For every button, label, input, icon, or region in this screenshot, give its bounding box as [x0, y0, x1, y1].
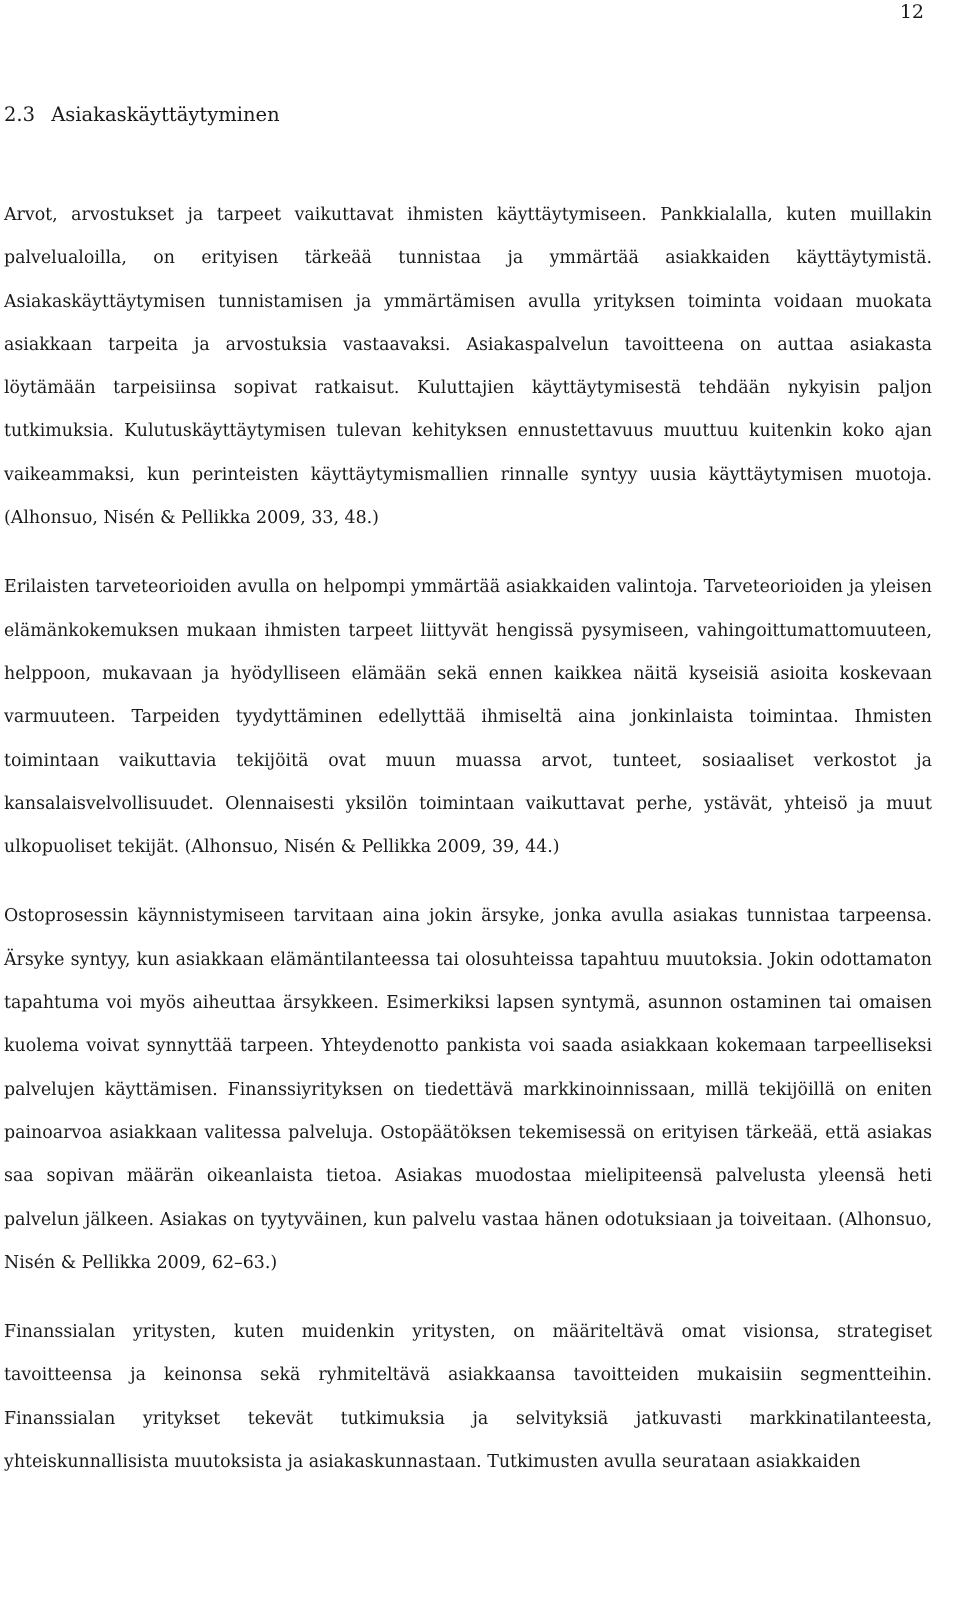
paragraph-purchase-process: Ostoprosessin käynnistymiseen tarvitaan aina jokin ärsyke, jonka avulla asiakas tunnistaa tarpeensa. Ärsyke syntyy, kun asiakkaan elämäntilanteessa tai olosuhteissa tapahtuu muutoksia. Jokin odottamaton tapahtuma voi myös aiheuttaa ärsykkeen. Esimerkiksi lapsen syntymä, asunnon ostaminen tai omaisen kuolema voivat synnyttää tarpeen. Yhteydenotto pankista voi saada asiakkaan kokemaan tarpeelliseksi palvelujen käyttämisen. Finanssiyrityksen on tiedettävä markkinoinnissaan, millä tekijöillä on eniten painoarvoa asiakkaan valitessa palveluja. Ostopäätöksen tekemisessä on erityisen tärkeää, että asiakas saa sopivan määrän oikeanlaista tietoa. Asiakas muodostaa mielipiteensä palvelusta yleensä heti palvelun jälkeen. Asiakas on tyytyväinen, kun palvelu vastaa hänen odotuksiaan ja toiveitaan. (Alhonsuo, Nisén & Pellikka 2009, 62–63.)	[4, 906, 932, 1273]
paragraph-values-needs: Arvot, arvostukset ja tarpeet vaikuttavat ihmisten käyttäytymiseen. Pankkialalla, kuten muillakin palvelualoilla, on erityisen tärkeää tunnistaa ja ymmärtää asiakkaiden käyttäytymistä. Asiakaskäyttäytymisen tunnistamisen ja ymmärtämisen avulla yrityksen toiminta voidaan muokata asiakkaan tarpeita ja arvostuksia vastaavaksi. Asiakaspalvelun tavoitteena on auttaa asiakasta löytämään tarpeisiinsa sopivat ratkaisut. Kuluttajien käyttäytymisestä tehdään nykyisin paljon tutkimuksia. Kulutuskäyttäytymisen tulevan kehityksen ennustettavuus muuttuu kuitenkin koko ajan vaikeammaksi, kun perinteisten käyttäytymismallien rinnalle syntyy uusia käyttäytymisen muotoja. (Alhonsuo, Nisén & Pellikka 2009, 33, 48.)	[4, 205, 932, 529]
body-text	[4, 194, 932, 1484]
paragraph-need-theories: Erilaisten tarveteorioiden avulla on helpompi ymmärtää asiakkaiden valintoja. Tarveteorioiden ja yleisen elämänkokemuksen mukaan ihmisten tarpeet liittyvät hengissä pysymiseen, vahingoittumattomuuteen, helppoon, mukavaan ja hyödylliseen elämään sekä ennen kaikkea näitä kyseisiä asioita koskevaan varmuuteen. Tarpeiden tyydyttäminen edellyttää ihmiseltä aina jonkinlaista toimintaa. Ihmisten toimintaan vaikuttavia tekijöitä ovat muun muassa arvot, tunteet, sosiaaliset verkostot ja kansalaisvelvollisuudet. Olennaisesti yksilön toimintaan vaikuttavat perhe, ystävät, yhteisö ja muut ulkopuoliset tekijät. (Alhonsuo, Nisén & Pellikka 2009, 39, 44.)	[4, 577, 932, 858]
paragraph-finance-companies: Finanssialan yritysten, kuten muidenkin yritysten, on määriteltävä omat visionsa, strategiset tavoitteensa ja keinonsa sekä ryhmiteltävä asiakkaansa tavoitteiden mukaisiin segmentteihin. Finanssialan yritykset tekevät tutkimuksia ja selvityksiä jatkuvasti markkinatilanteesta, yhteiskunnallisista muutoksista ja asiakaskunnastaan. Tutkimusten avulla seurataan asiakkaiden	[4, 1322, 932, 1473]
section-heading	[4, 101, 280, 129]
page-number: 12	[899, 1, 924, 23]
section-title: Asiakaskäyttäytyminen	[51, 103, 280, 126]
section-number: 2.3	[4, 103, 36, 126]
